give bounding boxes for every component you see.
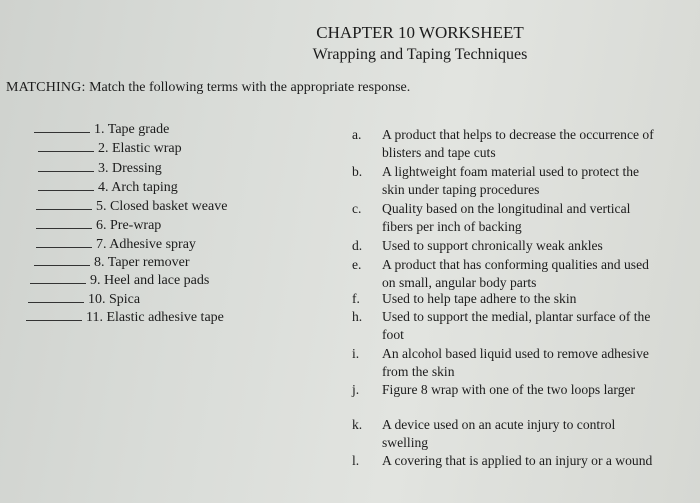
response-text: Quality based on the longitudinal and vertical fibers per inch of backing bbox=[382, 201, 631, 234]
page-subtitle: Wrapping and Taping Techniques bbox=[312, 46, 528, 63]
term-text: Elastic wrap bbox=[112, 141, 182, 156]
term-text: Taper remover bbox=[107, 255, 190, 270]
answer-blank[interactable] bbox=[38, 178, 94, 191]
response-letter: f. bbox=[352, 291, 360, 306]
term-number: 1. bbox=[94, 122, 105, 137]
answer-blank[interactable] bbox=[34, 120, 90, 133]
term-item bbox=[30, 271, 209, 290]
term-number: 9. bbox=[90, 273, 101, 288]
response-item bbox=[352, 256, 672, 292]
term-number: 4. bbox=[98, 180, 109, 195]
response-text: An alcohol based liquid used to remove adhesive from the skin bbox=[382, 346, 649, 379]
term-number: 11. bbox=[86, 310, 103, 325]
response-item bbox=[352, 126, 672, 162]
response-text: Used to support chronically weak ankles bbox=[382, 238, 603, 253]
term-text: Tape grade bbox=[107, 122, 170, 137]
term-number: 6. bbox=[96, 218, 107, 233]
response-letter: a. bbox=[352, 127, 362, 142]
response-text: Figure 8 wrap with one of the two loops larger bbox=[382, 382, 636, 397]
answer-blank[interactable] bbox=[26, 308, 82, 321]
term-item bbox=[26, 308, 224, 327]
term-text: Arch taping bbox=[111, 180, 178, 195]
term-number: 2. bbox=[98, 141, 109, 156]
term-number: 7. bbox=[96, 237, 107, 252]
term-item bbox=[36, 197, 227, 216]
instructions bbox=[6, 78, 566, 98]
term-item bbox=[38, 159, 162, 178]
response-item bbox=[352, 381, 672, 417]
response-item bbox=[352, 308, 672, 344]
answer-blank[interactable] bbox=[30, 271, 86, 284]
response-item bbox=[352, 163, 672, 199]
response-letter: h. bbox=[352, 309, 363, 324]
response-text: A product that has conforming qualities and used on small, angular body parts bbox=[382, 257, 649, 290]
answer-blank[interactable] bbox=[36, 216, 92, 229]
response-item bbox=[352, 200, 672, 236]
answer-blank[interactable] bbox=[36, 197, 92, 210]
term-item bbox=[34, 253, 190, 272]
term-item bbox=[38, 139, 182, 158]
term-text: Closed basket weave bbox=[110, 199, 228, 214]
term-item bbox=[38, 178, 178, 197]
response-letter: b. bbox=[352, 164, 363, 179]
term-text: Spica bbox=[109, 292, 141, 307]
response-text: Used to support the medial, plantar surface of the foot bbox=[382, 309, 651, 342]
term-item bbox=[36, 216, 161, 235]
response-letter: d. bbox=[352, 238, 363, 253]
response-item bbox=[352, 345, 672, 381]
response-text: Used to help tape adhere to the skin bbox=[382, 291, 577, 306]
response-text: A lightweight foam material used to protect the skin under taping procedures bbox=[382, 164, 640, 197]
response-letter: i. bbox=[352, 346, 360, 361]
term-text: Pre-wrap bbox=[110, 218, 162, 233]
instructions-label: MATCHING: bbox=[6, 80, 86, 95]
term-number: 5. bbox=[96, 199, 107, 214]
term-text: Elastic adhesive tape bbox=[106, 310, 224, 325]
response-item bbox=[352, 416, 672, 452]
response-text: A device used on an acute injury to control swelling bbox=[382, 417, 616, 450]
answer-blank[interactable] bbox=[38, 159, 94, 172]
term-item bbox=[34, 120, 169, 139]
page-title: CHAPTER 10 WORKSHEET bbox=[316, 23, 524, 42]
response-item bbox=[352, 452, 672, 488]
instructions-text: Match the following terms with the appropriate response. bbox=[89, 80, 411, 95]
response-text: A covering that is applied to an injury or a wound bbox=[382, 453, 653, 468]
response-item bbox=[352, 237, 672, 255]
response-letter: l. bbox=[352, 453, 360, 468]
response-letter: j. bbox=[352, 382, 360, 397]
term-text: Heel and lace pads bbox=[104, 273, 210, 288]
term-text: Adhesive spray bbox=[109, 237, 196, 252]
answer-blank[interactable] bbox=[38, 139, 94, 152]
term-number: 3. bbox=[98, 161, 109, 176]
term-number: 10. bbox=[88, 292, 106, 307]
term-number: 8. bbox=[94, 255, 105, 270]
answer-blank[interactable] bbox=[28, 290, 84, 303]
answer-blank[interactable] bbox=[34, 253, 90, 266]
response-item bbox=[352, 290, 672, 308]
answer-blank[interactable] bbox=[36, 235, 92, 248]
response-text: A product that helps to decrease the occurrence of blisters and tape cuts bbox=[382, 127, 654, 160]
response-letter: e. bbox=[352, 257, 362, 272]
response-letter: c. bbox=[352, 201, 362, 216]
term-item bbox=[36, 235, 196, 254]
term-text: Dressing bbox=[112, 161, 162, 176]
response-letter: k. bbox=[352, 417, 363, 432]
term-item bbox=[28, 290, 140, 309]
